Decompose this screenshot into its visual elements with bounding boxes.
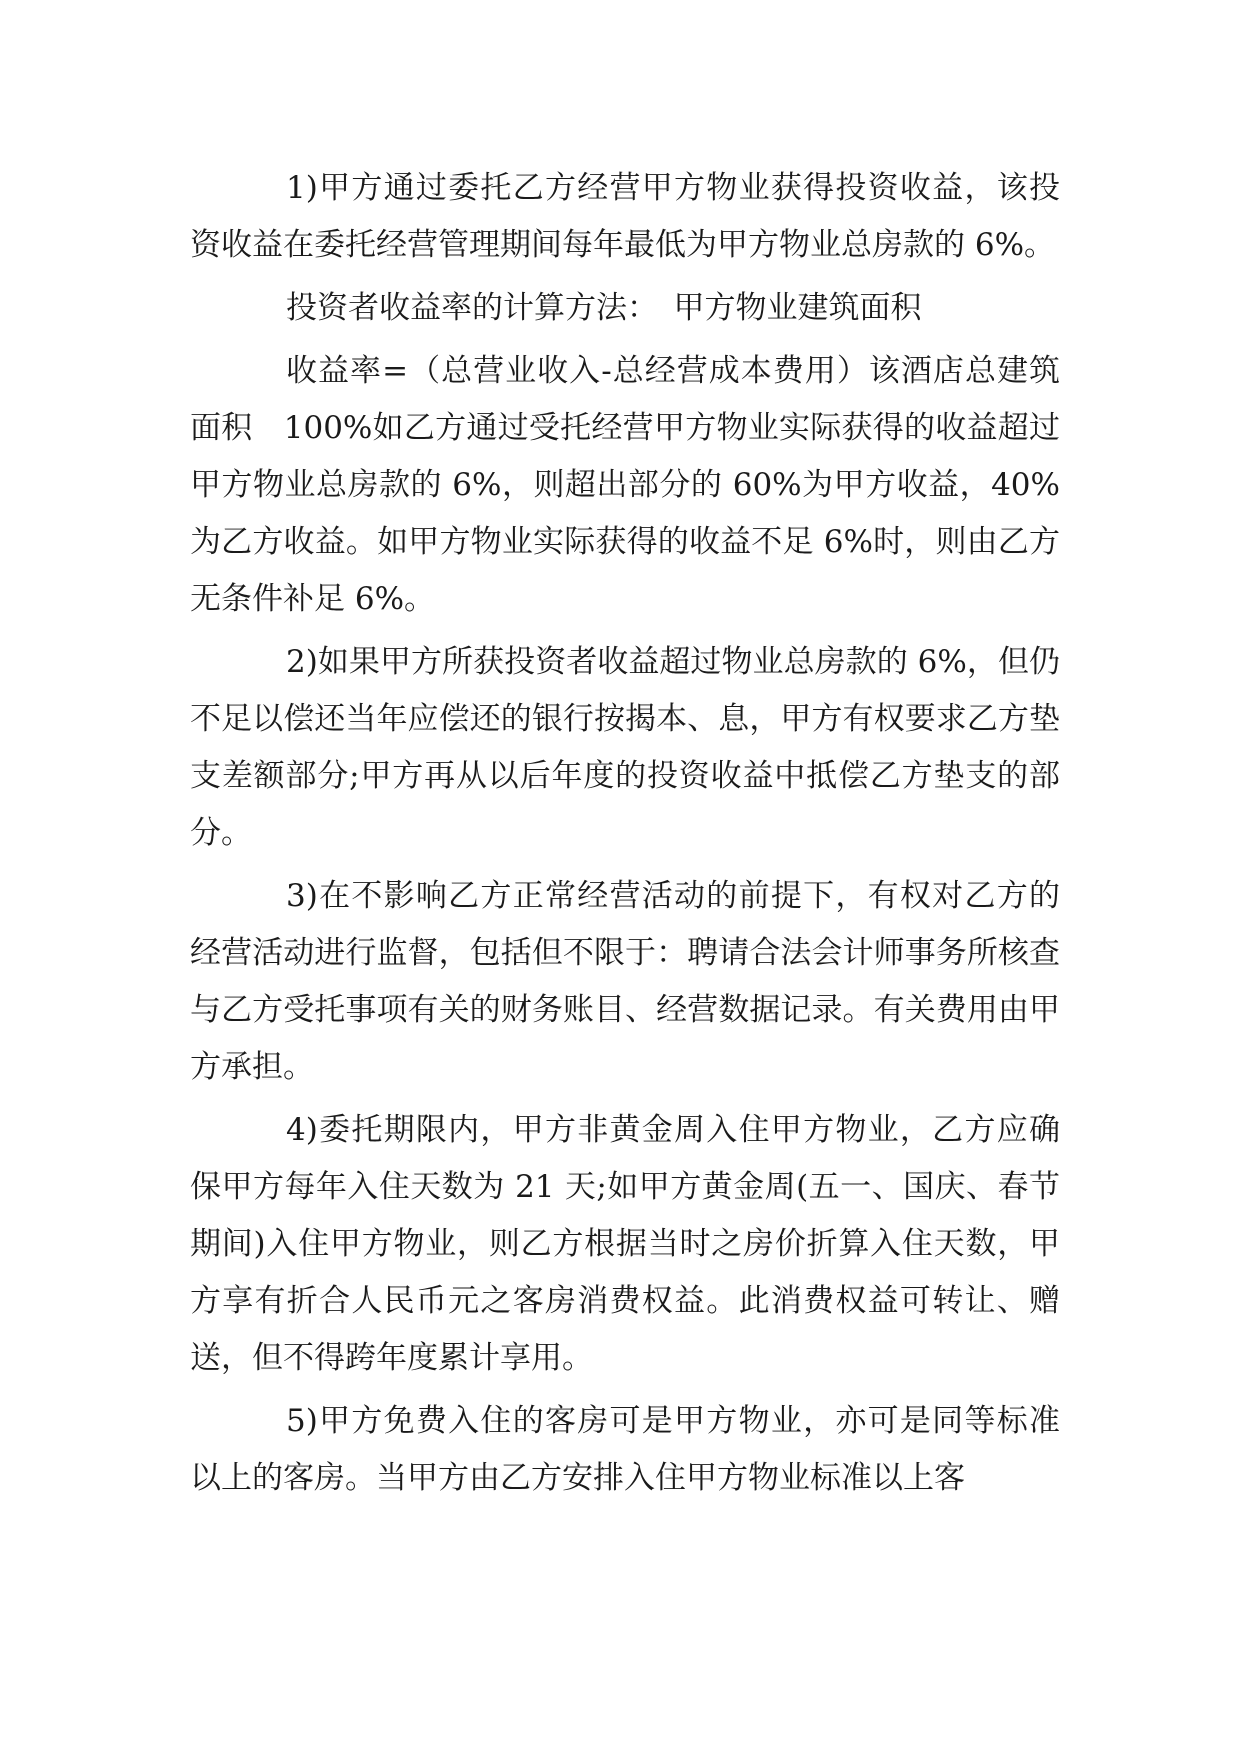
document-page	[190, 160, 1060, 1513]
paragraph-free-rooms: 5)甲方免费入住的客房可是甲方物业，亦可是同等标准以上的客房。当甲方由乙方安排入住甲方物业标准以上客	[190, 1403, 1060, 1496]
paragraph-advance-payment: 2)如果甲方所获投资者收益超过物业总房款的 6%，但仍不足以偿还当年应偿还的银行按揭本、息，甲方有权要求乙方垫支差额部分;甲方再从以后年度的投资收益中抵偿乙方垫支的部分。	[190, 644, 1060, 851]
paragraph-investment-return: 1)甲方通过委托乙方经营甲方物业获得投资收益，该投资收益在委托经营管理期间每年最低为甲方物业总房款的 6%。	[190, 170, 1060, 263]
paragraph-supervision-rights: 3)在不影响乙方正常经营活动的前提下，有权对乙方的经营活动进行监督，包括但不限于：聘请合法会计师事务所核查与乙方受托事项有关的财务账目、经营数据记录。有关费用由甲方承担。	[190, 878, 1060, 1085]
paragraph-return-rate-formula: 收益率=（总营业收入-总经营成本费用）该酒店总建筑面积 100%如乙方通过受托经营甲方物业实际获得的收益超过甲方物业总房款的 6%，则超出部分的 60%为甲方收益，40%为乙方收益。如甲方物业实际获得的收益不足 6%时，则由乙方无条件补足 6%。	[190, 353, 1060, 617]
paragraph-calculation-method: 投资者收益率的计算方法： 甲方物业建筑面积	[286, 290, 922, 326]
paragraph-stay-days: 4)委托期限内，甲方非黄金周入住甲方物业，乙方应确保甲方每年入住天数为 21 天;如甲方黄金周(五一、国庆、春节期间)入住甲方物业，则乙方根据当时之房价折算入住天数，甲方享有折合人民币元之客房消费权益。此消费权益可转让、赠送，但不得跨年度累计享用。	[190, 1112, 1060, 1376]
